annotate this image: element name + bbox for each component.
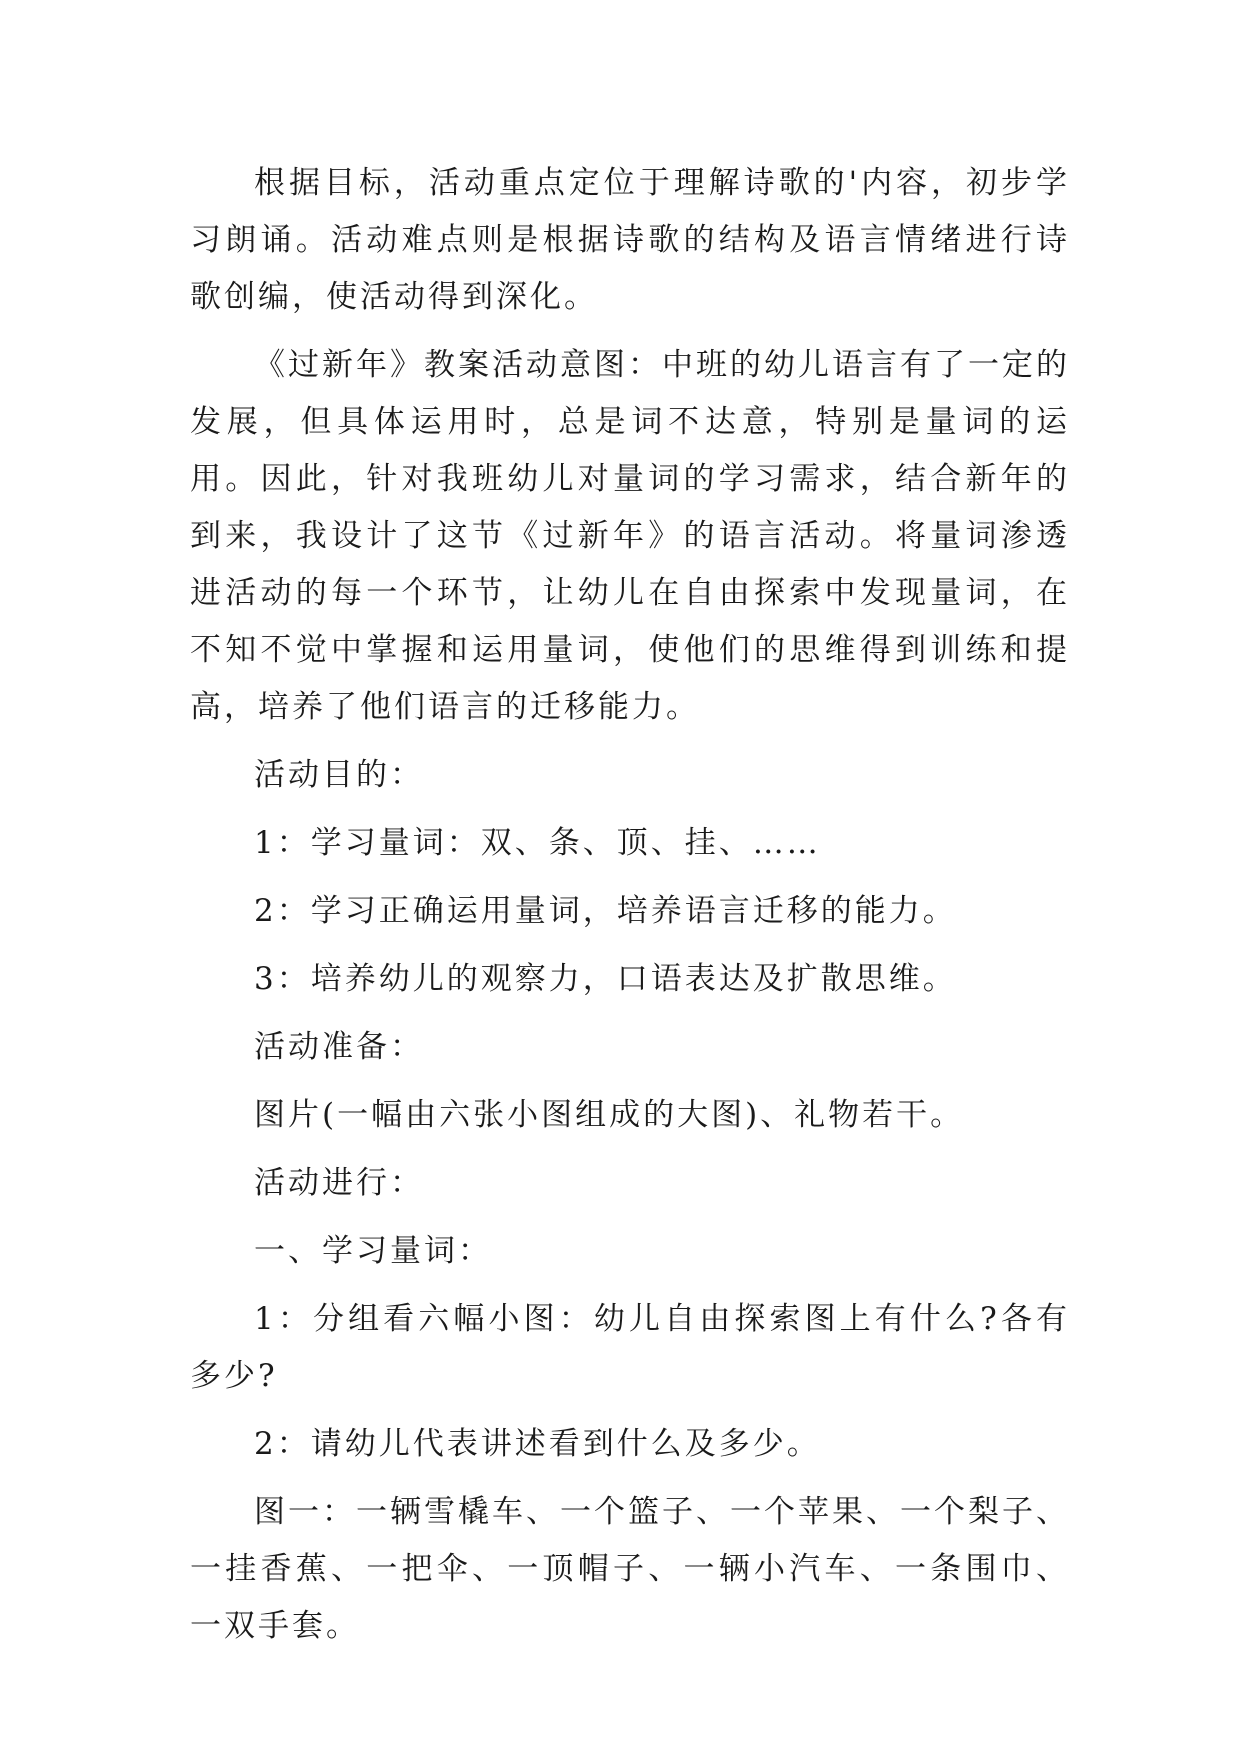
preparation-materials: 图片(一幅由六张小图组成的大图)、礼物若干。 (254, 1097, 965, 1133)
heading-activity-process: 活动进行： (254, 1165, 424, 1201)
paragraph-activity-focus: 根据目标，活动重点定位于理解诗歌的'内容，初步学习朗诵。活动难点则是根据诗歌的结构及语言情绪进行诗歌创编，使活动得到深化。 (190, 165, 1070, 315)
process-step-1: 1：分组看六幅小图：幼儿自由探索图上有什么?各有多少? (190, 1301, 1070, 1394)
paragraph-design-intent: 《过新年》教案活动意图：中班的幼儿语言有了一定的发展，但具体运用时，总是词不达意，特别是量词的运用。因此，针对我班幼儿对量词的学习需求，结合新年的到来，我设计了这节《过新年》的语言活动。将量词渗透进活动的每一个环节，让幼儿在自由探索中发现量词，在不知不觉中掌握和运用量词，使他们的思维得到训练和提高，培养了他们语言的迁移能力。 (190, 347, 1070, 725)
heading-activity-goals: 活动目的： (254, 757, 424, 793)
process-step-2: 2：请幼儿代表讲述看到什么及多少。 (254, 1426, 821, 1462)
goal-item-2: 2：学习正确运用量词，培养语言迁移的能力。 (254, 893, 957, 929)
goal-item-1: 1：学习量词：双、条、顶、挂、…… (254, 825, 821, 861)
picture-one-description: 图一：一辆雪橇车、一个篮子、一个苹果、一个梨子、一挂香蕉、一把伞、一顶帽子、一辆小汽车、一条围巾、一双手套。 (190, 1494, 1070, 1644)
section-learn-measure-words: 一、学习量词： (254, 1233, 492, 1269)
heading-activity-preparation: 活动准备： (254, 1029, 424, 1065)
goal-item-3: 3：培养幼儿的观察力，口语表达及扩散思维。 (254, 961, 957, 997)
document-body (190, 155, 1070, 1666)
